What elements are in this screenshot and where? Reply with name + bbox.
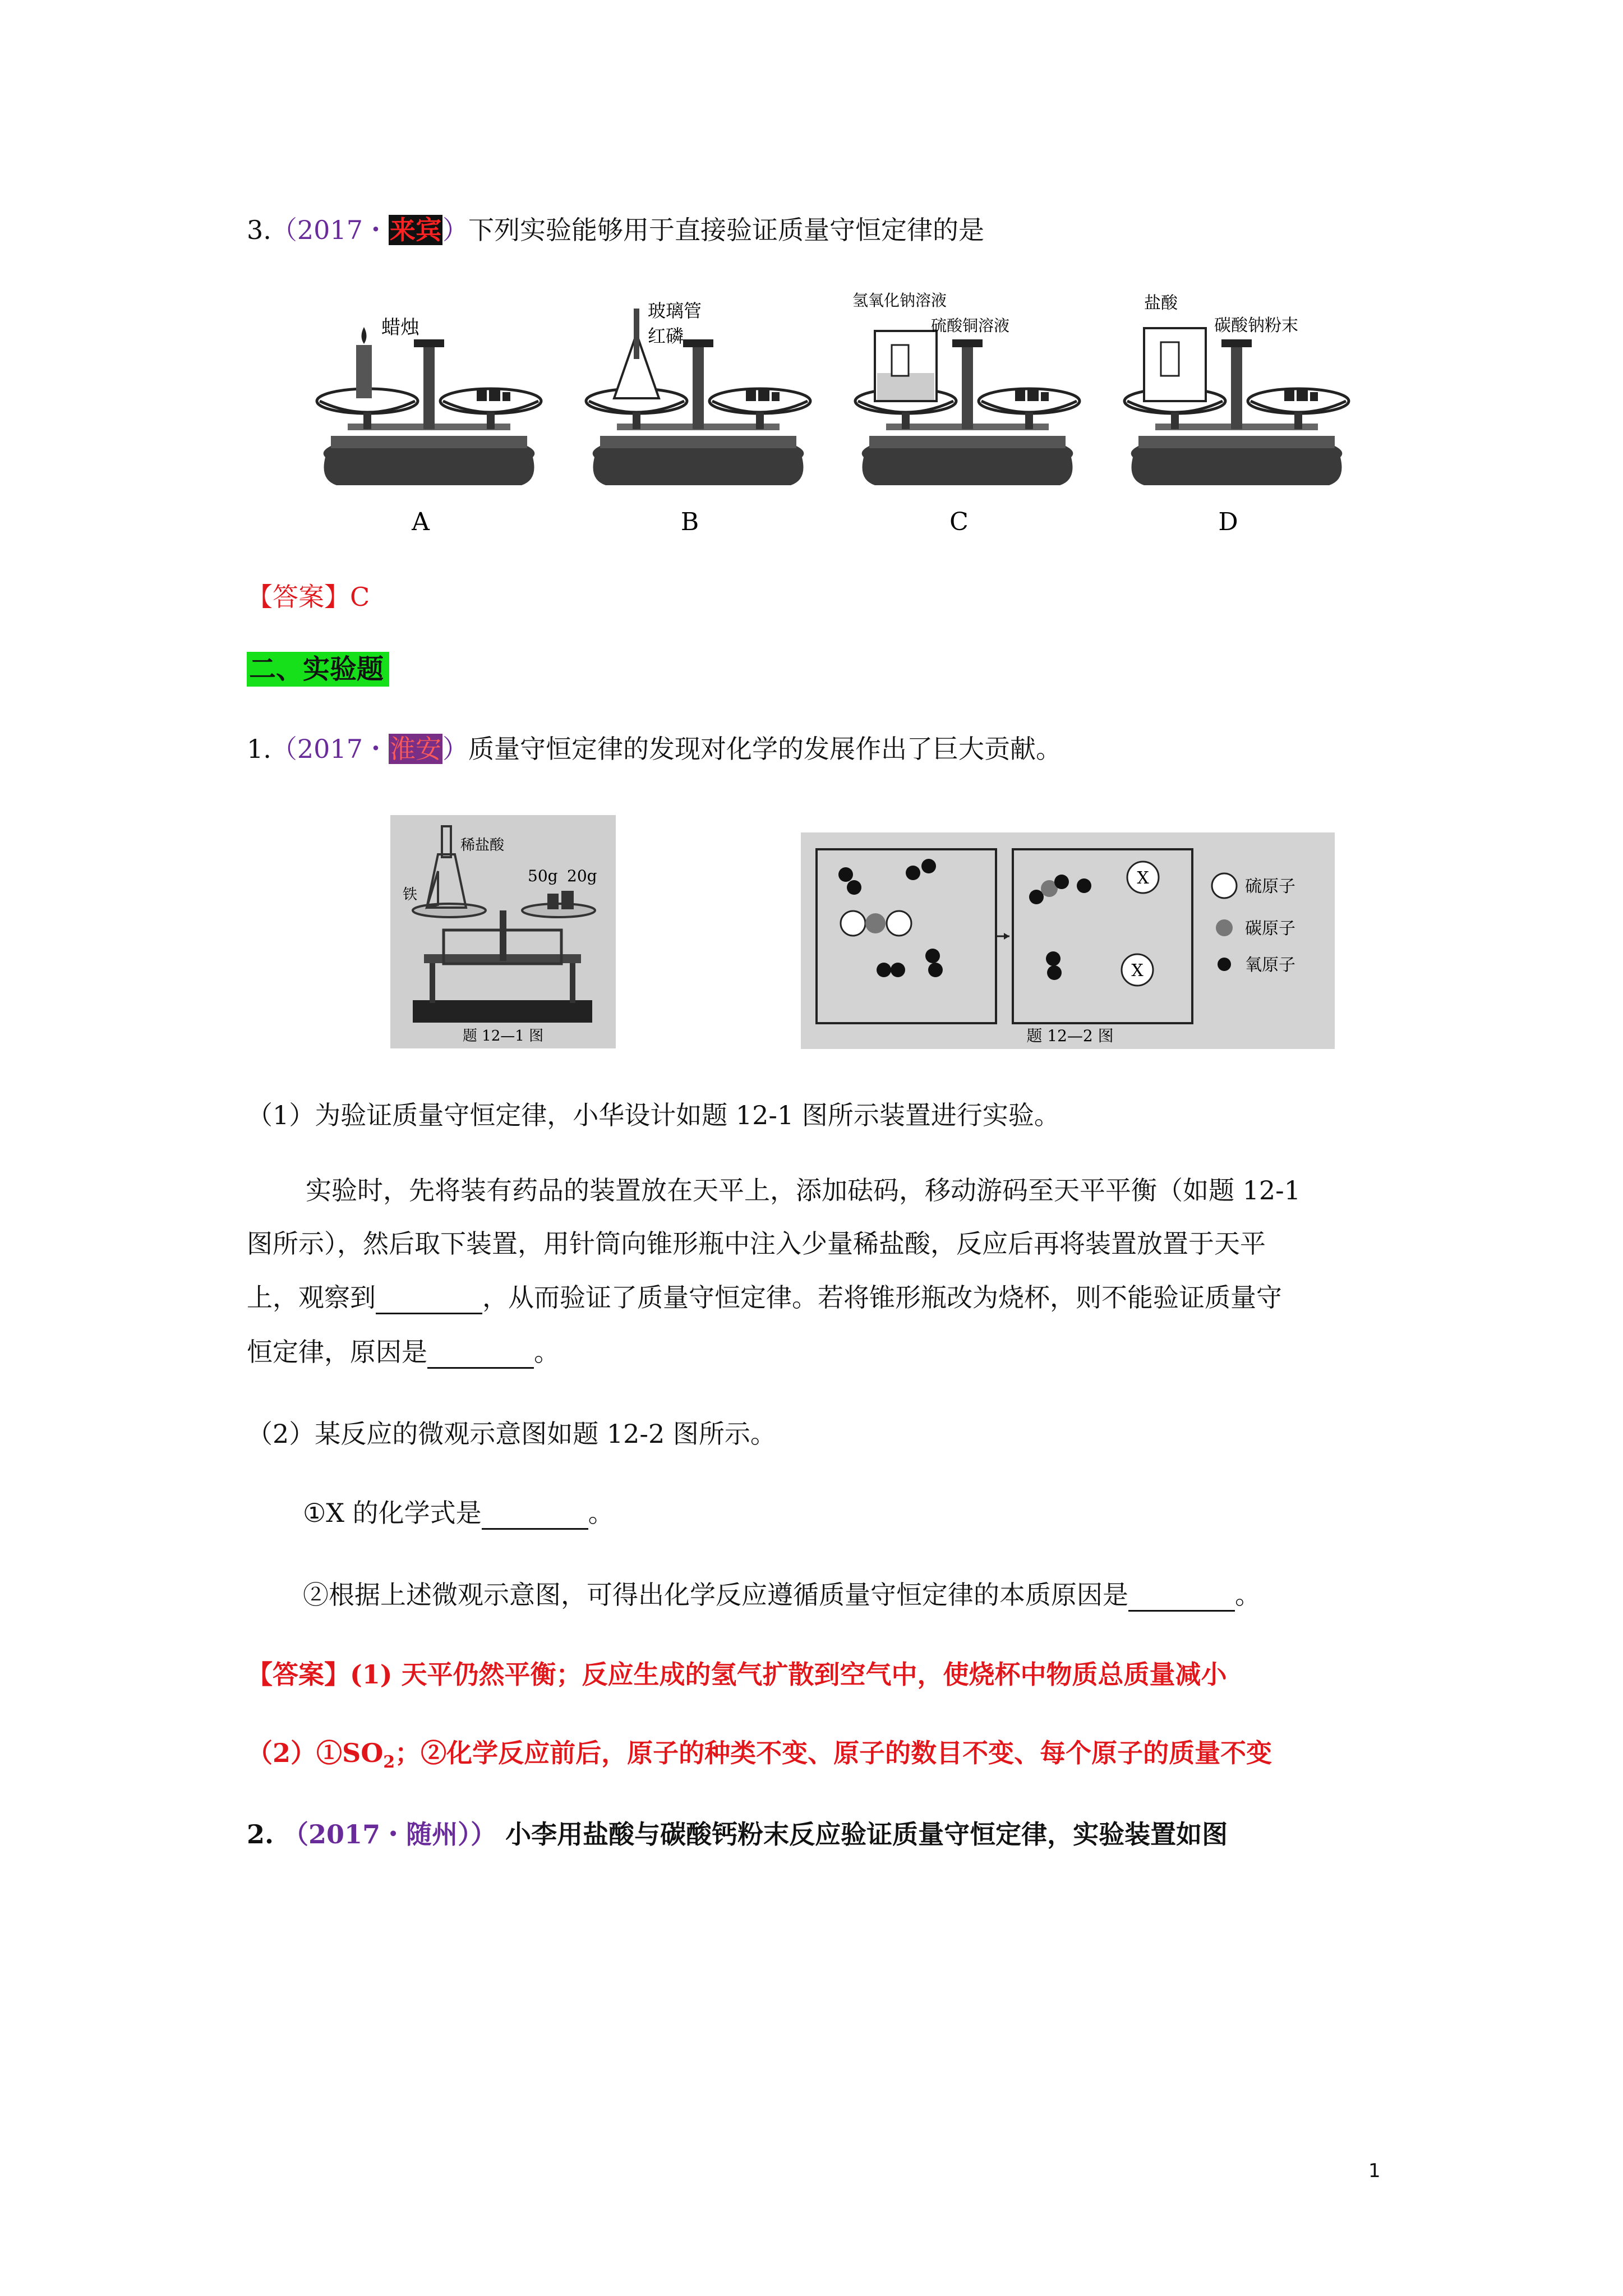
panel-b bbox=[586, 300, 810, 536]
q3-balance-figure bbox=[314, 283, 1385, 541]
q1-answer2-subscript: 2 bbox=[383, 1752, 395, 1773]
fig1-caption: 题 12—1 图 bbox=[462, 1028, 544, 1045]
answer-blank-4[interactable] bbox=[1128, 1585, 1235, 1612]
panel-letter-b: B bbox=[680, 508, 699, 536]
q1-sub1-text-a: ①X 的化学式是 bbox=[303, 1498, 482, 1528]
q1-answer-line1: 【答案】(1) 天平仍然平衡；反应生成的氢气扩散到空气中，使烧杯中物质总质量减小 bbox=[247, 1659, 1227, 1690]
q1-answer2-text-b: ；②化学反应前后，原子的种类不变、原子的数目不变、每个原子的质量不变 bbox=[395, 1738, 1272, 1768]
q1-part2-sub1 bbox=[303, 1496, 614, 1530]
q1-stem bbox=[247, 732, 1062, 766]
q3-number: 3. bbox=[247, 215, 271, 245]
q2-number: 2. bbox=[247, 1819, 274, 1849]
q3-source-close: ） bbox=[442, 215, 468, 245]
section-heading: 二、实验题 bbox=[247, 652, 389, 687]
glass-tube-icon bbox=[634, 309, 639, 359]
q1-p4-text-a: 恒定律，原因是 bbox=[247, 1337, 427, 1367]
q3-question-text: 下列实验能够用于直接验证质量守恒定律的是 bbox=[468, 215, 984, 245]
legend-sulfur: 硫原子 bbox=[1245, 877, 1295, 896]
q1-paragraph-line2: 图所示），然后取下装置，用针筒向锥形瓶中注入少量稀盐酸，反应后再将装置放置于天平 bbox=[247, 1228, 1266, 1259]
balance-diagrams bbox=[314, 283, 1385, 541]
q1-answer-line2 bbox=[247, 1736, 1272, 1779]
q1-sub2-text-a: ②根据上述微观示意图，可得出化学反应遵循质量守恒定律的本质原因是 bbox=[303, 1580, 1128, 1610]
q1-source-open: （2017・ bbox=[271, 734, 389, 764]
panel-c bbox=[852, 291, 1080, 536]
label-sodium-carbonate: 碳酸钠粉末 bbox=[1214, 316, 1298, 335]
x-label-bottom: X bbox=[1131, 961, 1144, 981]
candle-icon bbox=[356, 345, 372, 398]
q1-paragraph-line1: 实验时，先将装有药品的装置放在天平上，添加砝码，移动游码至天平平衡（如题 12-1 bbox=[306, 1175, 1301, 1205]
q1-source-close: ） bbox=[442, 734, 468, 764]
q1-p3-text-b: ，从而验证了质量守恒定律。若将锥形瓶改为烧杯，则不能验证质量守 bbox=[482, 1282, 1282, 1313]
legend-carbon: 碳原子 bbox=[1245, 919, 1295, 938]
label-glass-tube: 玻璃管 bbox=[648, 300, 702, 321]
q1-part1: （1）为验证质量守恒定律，小华设计如题 12-1 图所示装置进行实验。 bbox=[247, 1100, 1060, 1130]
label-candle: 蜡烛 bbox=[381, 316, 419, 339]
oxygen-atom-icon bbox=[1218, 958, 1231, 971]
q1-part2-sub2 bbox=[303, 1578, 1261, 1612]
panel-letter-d: D bbox=[1218, 508, 1238, 536]
q1-source-location: 淮安 bbox=[389, 734, 441, 764]
q1-paragraph-line3 bbox=[247, 1281, 1282, 1314]
q2-question-text: 小李用盐酸与碳酸钙粉末反应验证质量守恒定律，实验装置如图 bbox=[505, 1819, 1228, 1849]
carbon-atom-icon bbox=[1216, 919, 1233, 936]
q3-source-open: （2017・ bbox=[271, 215, 389, 245]
panel-d bbox=[1124, 293, 1349, 536]
q1-number: 1. bbox=[247, 734, 271, 764]
label-dilute-hcl: 稀盐酸 bbox=[460, 837, 505, 854]
q3-stem bbox=[247, 213, 984, 247]
label-iron: 铁 bbox=[403, 886, 418, 903]
label-copper-sulfate: 硫酸铜溶液 bbox=[931, 316, 1010, 335]
q3-answer: 【答案】C bbox=[247, 582, 370, 612]
figure-12-1 bbox=[390, 815, 616, 1048]
answer-blank-2[interactable] bbox=[427, 1342, 534, 1369]
q1-p4-text-b: 。 bbox=[534, 1337, 560, 1367]
label-hydrochloric-acid: 盐酸 bbox=[1144, 293, 1178, 313]
panel-a bbox=[317, 316, 541, 536]
q1-paragraph-line4 bbox=[247, 1335, 560, 1369]
answer-blank-1[interactable] bbox=[376, 1288, 482, 1314]
panel-letter-c: C bbox=[949, 508, 969, 536]
q2-stem bbox=[247, 1818, 1228, 1851]
x-label-top: X bbox=[1137, 868, 1149, 888]
arrow-icon bbox=[1004, 933, 1009, 940]
q1-p3-text-a: 上，观察到 bbox=[247, 1282, 376, 1313]
page-number: 1 bbox=[1368, 2160, 1381, 2182]
q1-sub2-text-b: 。 bbox=[1235, 1580, 1261, 1610]
q1-question-text: 质量守恒定律的发现对化学的发展作出了巨大贡献。 bbox=[468, 734, 1062, 764]
q2-source: （2017・随州）） bbox=[283, 1819, 497, 1849]
q1-sub1-text-b: 。 bbox=[588, 1498, 614, 1528]
legend-oxygen: 氧原子 bbox=[1245, 955, 1295, 975]
q1-part2: （2）某反应的微观示意图如题 12-2 图所示。 bbox=[247, 1419, 776, 1449]
label-sodium-hydroxide: 氢氧化钠溶液 bbox=[852, 291, 947, 310]
q3-source-location: 来宾 bbox=[389, 215, 441, 245]
syringe-icon bbox=[442, 826, 451, 857]
answer-blank-3[interactable] bbox=[482, 1503, 588, 1530]
label-20g: 20g bbox=[567, 867, 597, 885]
label-50g: 50g bbox=[528, 867, 558, 885]
figure-12-2 bbox=[801, 832, 1335, 1049]
fig2-caption: 题 12—2 图 bbox=[1026, 1027, 1114, 1045]
q1-answer2-text-a: （2）①SO bbox=[247, 1738, 384, 1768]
label-red-phosphorus: 红磷 bbox=[648, 325, 684, 347]
sulfur-atom-icon bbox=[1212, 873, 1237, 898]
panel-letter-a: A bbox=[412, 508, 430, 536]
